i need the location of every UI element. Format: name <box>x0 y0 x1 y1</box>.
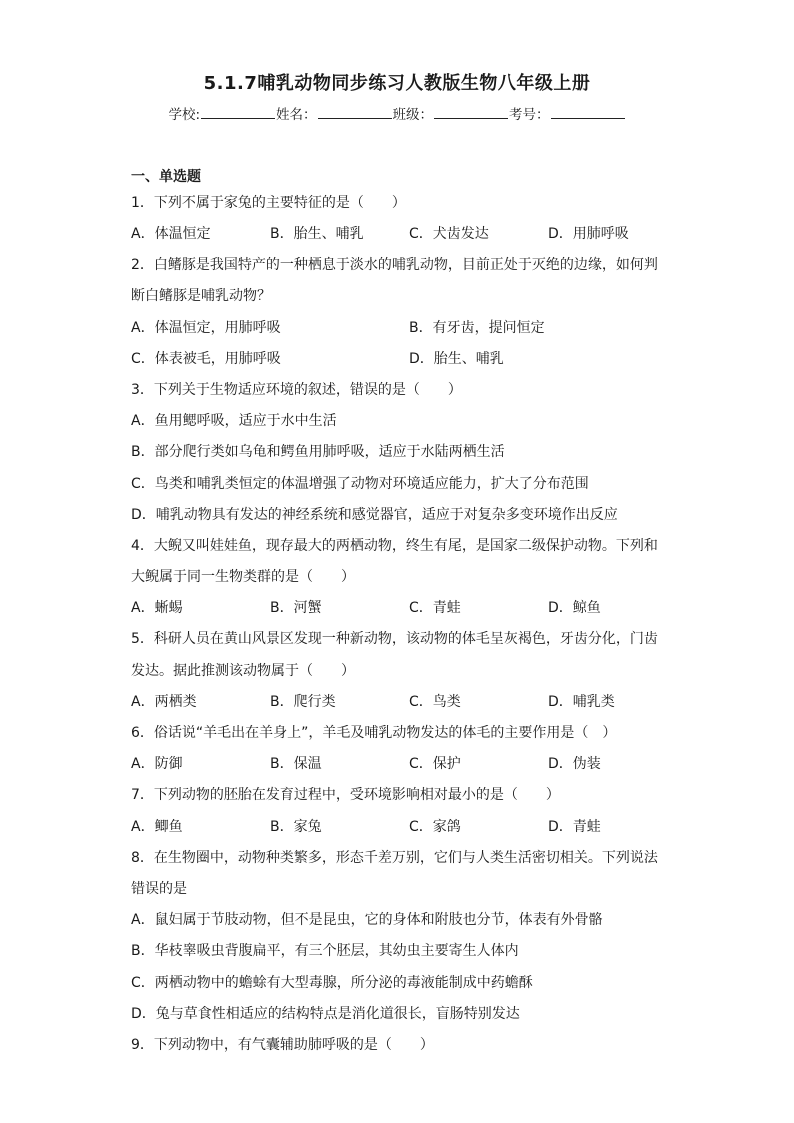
question-4-option-a: A．蜥蜴 <box>131 600 183 616</box>
question-5-option-a: A．两栖类 <box>131 694 197 710</box>
question-7-option-b: B．家兔 <box>270 819 322 835</box>
question-3-option-d: D．哺乳动物具有发达的神经系统和感觉器官，适应于对复杂多变环境作出反应 <box>131 507 618 523</box>
question-1-option-b: B．胎生、哺乳 <box>270 226 364 242</box>
question-5-stem-line-2: 发达。据此推测该动物属于（ ） <box>131 663 355 679</box>
question-1-stem: 1．下列不属于家兔的主要特征的是（ ） <box>131 195 406 211</box>
class-label: 班级： <box>392 107 434 123</box>
question-3-option-c: C．鸟类和哺乳类恒定的体温增强了动物对环境适应能力，扩大了分布范围 <box>131 476 589 492</box>
question-6-option-d: D．伪装 <box>548 756 601 772</box>
question-7-option-c: C．家鸽 <box>409 819 461 835</box>
exam-no-label: 考号： <box>509 107 550 123</box>
question-8-stem-line-2: 错误的是 <box>131 881 187 897</box>
question-3-option-b: B．部分爬行类如乌龟和鳄鱼用肺呼吸，适应于水陆两栖生活 <box>131 444 505 460</box>
question-5-stem-line-1: 5．科研人员在黄山风景区发现一种新动物，该动物的体毛呈灰褐色，牙齿分化，门齿 <box>131 631 658 647</box>
question-8-option-c: C．两栖动物中的蟾蜍有大型毒腺，所分泌的毒液能制成中药蟾酥 <box>131 975 533 991</box>
question-1-option-c: C．犬齿发达 <box>409 226 489 242</box>
question-3-stem: 3．下列关于生物适应环境的叙述，错误的是（ ） <box>131 382 462 398</box>
question-2-option-d: D．胎生、哺乳 <box>409 351 504 367</box>
class-blank[interactable] <box>434 106 508 119</box>
page-title: 5.1.7哺乳动物同步练习人教版生物八年级上册 <box>203 73 591 94</box>
question-2-stem-line-1: 2．白鳍豚是我国特产的一种栖息于淡水的哺乳动物，目前正处于灭绝的边缘，如何判 <box>131 257 658 273</box>
student-info-row <box>0 103 794 123</box>
question-5-option-d: D．哺乳类 <box>548 694 615 710</box>
question-4-option-c: C．青蛙 <box>409 600 461 616</box>
question-2-option-c: C．体表被毛，用肺呼吸 <box>131 351 281 367</box>
section-title: 一、单选题 <box>131 169 201 185</box>
school-label: 学校: <box>168 107 201 123</box>
question-8-option-d: D．兔与草食性相适应的结构特点是消化道很长，盲肠特别发达 <box>131 1006 520 1022</box>
question-7-stem: 7．下列动物的胚胎在发育过程中，受环境影响相对最小的是（ ） <box>131 787 560 803</box>
question-8-option-b: B．华枝睾吸虫背腹扁平，有三个胚层，其幼虫主要寄生人体内 <box>131 943 519 959</box>
question-5-option-b: B．爬行类 <box>270 694 336 710</box>
question-4-stem-line-1: 4．大鲵又叫娃娃鱼，现存最大的两栖动物，终生有尾，是国家二级保护动物。下列和 <box>131 538 658 554</box>
question-7-option-d: D．青蛙 <box>548 819 601 835</box>
question-5-option-c: C．鸟类 <box>409 694 461 710</box>
question-4-option-d: D．鲸鱼 <box>548 600 601 616</box>
question-6-stem: 6．俗话说“羊毛出在羊身上”，羊毛及哺乳动物发达的体毛的主要作用是（ ） <box>131 725 617 741</box>
question-6-option-c: C．保护 <box>409 756 461 772</box>
question-7-option-a: A．鲫鱼 <box>131 819 183 835</box>
name-blank[interactable] <box>318 106 392 119</box>
question-8-stem-line-1: 8．在生物圈中，动物种类繁多，形态千差万别，它们与人类生活密切相关。下列说法 <box>131 850 658 866</box>
question-8-option-a: A．鼠妇属于节肢动物，但不是昆虫，它的身体和附肢也分节，体表有外骨骼 <box>131 912 603 928</box>
question-4-stem-line-2: 大鲵属于同一生物类群的是（ ） <box>131 569 355 585</box>
question-1-option-a: A．体温恒定 <box>131 226 211 242</box>
question-4-option-b: B．河蟹 <box>270 600 322 616</box>
question-9-stem: 9．下列动物中，有气囊辅助肺呼吸的是（ ） <box>131 1037 434 1053</box>
question-6-option-a: A．防御 <box>131 756 183 772</box>
question-2-option-b: B．有牙齿，提问恒定 <box>409 320 545 336</box>
exam-no-blank[interactable] <box>551 106 625 119</box>
name-label: 姓名： <box>276 107 317 123</box>
question-2-stem-line-2: 断白鳍豚是哺乳动物？ <box>131 288 271 304</box>
question-6-option-b: B．保温 <box>270 756 322 772</box>
school-blank[interactable] <box>201 106 275 119</box>
question-3-option-a: A．鱼用鳃呼吸，适应于水中生活 <box>131 413 337 429</box>
question-1-option-d: D．用肺呼吸 <box>548 226 629 242</box>
question-2-option-a: A．体温恒定，用肺呼吸 <box>131 320 281 336</box>
